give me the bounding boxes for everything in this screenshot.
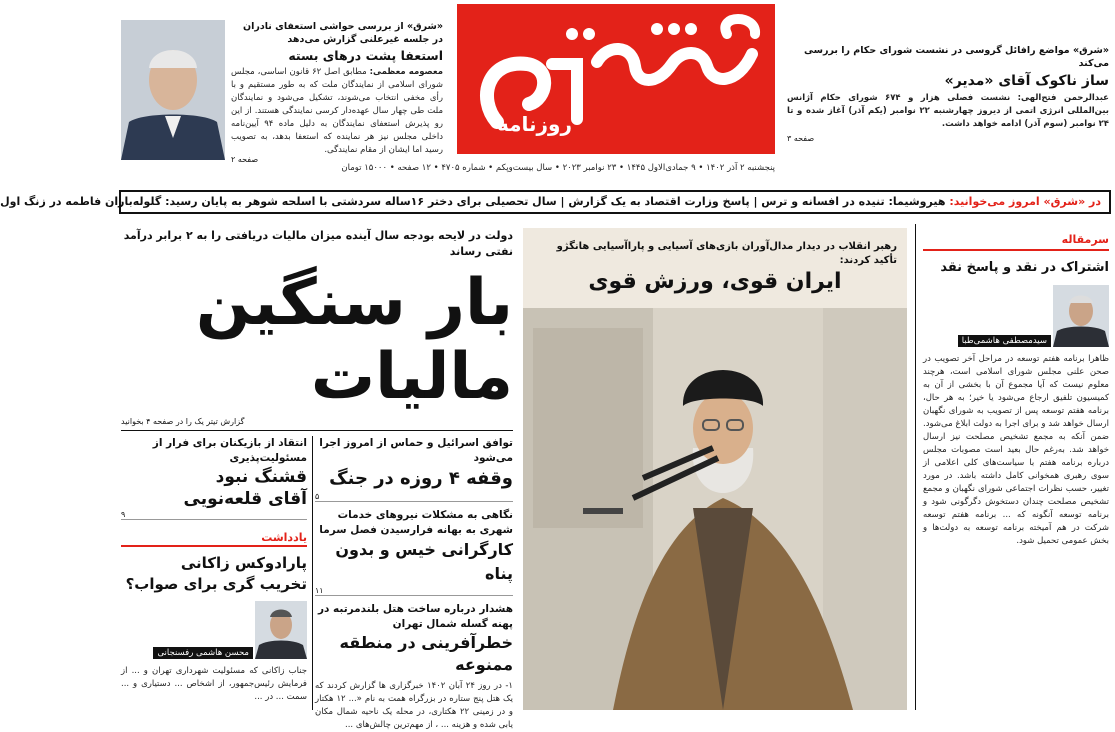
story-headline: خطرآفرینی در منطقه ممنوعه bbox=[339, 633, 513, 674]
story-headline: وقفه ۴ روزه در جنگ bbox=[329, 468, 513, 489]
story-kicker: رهبر انقلاب در دیدار مدال‌آوران بازی‌های آسیایی و پاراآسیایی هانگژو تأکید کردند: bbox=[556, 241, 897, 266]
left-stories-column[interactable] bbox=[121, 436, 307, 710]
memo-headline-line2: تخریب گری برای صواب؟ bbox=[125, 575, 307, 593]
divider bbox=[121, 430, 513, 431]
teaser-headline: ساز ناکوک آقای «مدیر» bbox=[944, 73, 1109, 89]
story-headline-line1: قشنگ نبود bbox=[215, 467, 307, 487]
teaser-body: عبدالرحمن فتح‌الهی: نشست فصلی هزار و ۶۷۴ شورای حکام آژانس بین‌المللی انرژی اتمی از دیروز چهارشنبه ۲۲ نوامبر (یکم آذر) آغاز شده و تا ۲۴ نوامبر (سوم آذر) ادامه خواهد داشت. bbox=[787, 93, 1109, 129]
section-label: سرمقاله bbox=[1061, 233, 1109, 246]
story-headline: کارگرانی خیس و بدون پناه bbox=[335, 540, 513, 583]
section-label: یادداشت bbox=[261, 531, 307, 544]
leader-photo bbox=[523, 308, 907, 710]
person-portrait-icon bbox=[121, 20, 225, 160]
page-ref: صفحه ۲ bbox=[231, 155, 259, 164]
story-kicker: توافق اسرائیل و حماس از امروز اجرا می‌شود bbox=[319, 437, 513, 464]
logo-subtitle: روزنامه bbox=[497, 112, 572, 136]
editorial-headline: اشتراک در نقد و پاسخ نقد bbox=[940, 260, 1109, 275]
lead-kicker: دولت در لایحه بودجه سال آینده میزان مالیات دریافتی را به ۲ برابر درآمد نفتی رساند bbox=[123, 229, 513, 258]
editorial-column[interactable] bbox=[923, 228, 1109, 710]
top-left-teaser[interactable] bbox=[231, 20, 443, 165]
memo-headline-line1: پارادوکس زاکانی bbox=[180, 554, 307, 572]
masthead bbox=[457, 4, 775, 154]
ticker-label: در «شرق» امروز می‌خوانید: bbox=[949, 195, 1101, 208]
person-portrait-icon bbox=[255, 601, 307, 659]
author-name: محسن هاشمی رفسنجانی bbox=[153, 647, 253, 659]
author-photo bbox=[1053, 285, 1109, 347]
author-name: سیدمصطفی هاشمی‌طبا bbox=[958, 335, 1051, 347]
story-kicker: هشدار درباره ساخت هتل بلندمرتبه در پهنه گسله شمال تهران bbox=[317, 603, 513, 630]
page-number: ۱۱ bbox=[315, 586, 513, 596]
story-block[interactable] bbox=[121, 436, 307, 520]
column-divider bbox=[312, 436, 313, 710]
teaser-body: مطابق اصل ۶۲ قانون اساسی، مجلس شورای اسلامی از نمایندگان ملت که به طور مستقیم و با رأی مخفی انتخاب می‌شوند، تشکیل می‌شود و نمایندگان ملت طی چهار سال عهده‌دار کرسی نمایندگی هستند. از این رو پذیرش استعفای نمایندگان به دلیل ماده ۹۴ آیین‌نامه داخلی مجلس نیز هر نماینده که استعفا بدهد، به تصویب رسید اما ایشان از مقام نمایندگی. bbox=[231, 67, 443, 155]
story-block[interactable] bbox=[315, 602, 513, 732]
memo-block[interactable] bbox=[121, 553, 307, 704]
teaser-photo bbox=[121, 20, 225, 160]
todays-contents-bar bbox=[0, 190, 1111, 214]
lead-story[interactable] bbox=[121, 228, 513, 428]
ticker-text: هیروشیما: تنیده در افسانه و ترس | پاسخ وزارت اقتصاد به یک گزارش | سال تحصیلی برای دختر ۱۶ساله سردشتی با اسلحه شوهر به پایان رسید: گلوله‌باران فاطمه در زنگ اول bbox=[0, 195, 946, 208]
memo-body: جناب زاکانی که مسئولیت شهرداری تهران و ... از فرمایش رئیس‌جمهور، از اشخاص ... دستیاری و ... سمت ... در ... bbox=[121, 666, 307, 702]
column-divider bbox=[915, 224, 916, 710]
page-number: ۹ bbox=[121, 510, 307, 520]
lead-headline-line1: بار سنگین bbox=[195, 266, 513, 340]
story-kicker: انتقاد از بازیکنان برای فرار از مسئولیت‌پذیری bbox=[152, 437, 307, 464]
teaser-headline: استعفا پشت درهای بسته bbox=[288, 48, 443, 63]
person-portrait-icon bbox=[1053, 285, 1109, 347]
author-photo bbox=[255, 601, 307, 659]
story-headline: ایران قوی، ورزش قوی bbox=[588, 269, 842, 294]
story-body: ۱- در روز ۲۴ آبان ۱۴۰۲ خبرگزاری ها گزارش کردند که یک هتل پنج ستاره در بزرگراه همت به نام «... ۱۲ هکتار و در زمینی ۲۲ هکتاری، در محله یک ناحیه شمال مکان یابی شده و هزینه ... ، از مهم‌ترین چالش‌های ... bbox=[315, 681, 513, 730]
story-block[interactable] bbox=[315, 436, 513, 502]
page-ref: گزارش تیتر یک را در صفحه ۴ بخوانید bbox=[121, 417, 245, 426]
top-right-teaser[interactable] bbox=[787, 44, 1109, 164]
editorial-body: ظاهرا برنامه هفتم توسعه در مراحل آخر تصویب در صحن علنی مجلس شورای اسلامی است، هرچند معلوم نیست که آیا مجموع آن با بخشی از آن به کمیسیون تلفیق ارجاع می‌شود یا خیر؛ به هر حال، برنامه هفتم توسعه پس از تصویب به شورای نگهبان ارسال خواهد شد و برای اجرا به دولت ابلاغ می‌شود. ضمن آنکه به مجمع تشخیص مصلحت نیز ارسال خواهد شد. به‌رغم حال بعید است مصوبات مجلس درباره برنامه هفتم با سیاست‌های کلی اعلامی از سوی رهبری همخوانی کامل داشته باشد. در مورد تغییر، حسب نظرات اجتماعی شورای نگهبان و مجمع تشخیص مصلحت چندان دستخوش دگرگونی شود و برنامه توسعه آنگونه که ... برنامه هفتم توسعه شرکت در هم آمیخته برنامه توسعه به دولت‌ها و بخش عمومی تحمیل شود. bbox=[923, 354, 1109, 546]
dateline: پنجشنبه ۲ آذر ۱۴۰۲ • ۹ جمادی‌الاول ۱۴۴۵ • ۲۳ نوامبر ۲۰۲۳ • سال بیست‌وپکم • شماره ۴۷۰۵ • ۱۲ صفحه • ۱۵۰۰۰ تومان bbox=[341, 163, 775, 173]
teaser-byline: معصومه معظمی: bbox=[369, 67, 443, 77]
page-number: ۵ bbox=[315, 492, 513, 502]
story-headline-line2: آقای قلعه‌نویی bbox=[183, 489, 307, 509]
mid-stories-column[interactable] bbox=[315, 436, 513, 730]
story-block[interactable] bbox=[315, 508, 513, 596]
story-kicker: نگاهی به مشکلات نیروهای خدمات شهری به بهانه فرارسیدن فصل سرما bbox=[319, 509, 513, 536]
teaser-kicker: «شرق» از بررسی حواشی استعفای نادران در جلسه غیرعلنی گزارش می‌دهد bbox=[243, 21, 443, 45]
lead-headline-line2: مالیات bbox=[310, 340, 513, 414]
page-ref: صفحه ۳ bbox=[787, 134, 815, 143]
teaser-kicker: «شرق» مواضع رافائل گروسی در نشست شورای حکام را بررسی می‌کند bbox=[804, 45, 1109, 69]
center-photo-story[interactable] bbox=[523, 228, 907, 710]
